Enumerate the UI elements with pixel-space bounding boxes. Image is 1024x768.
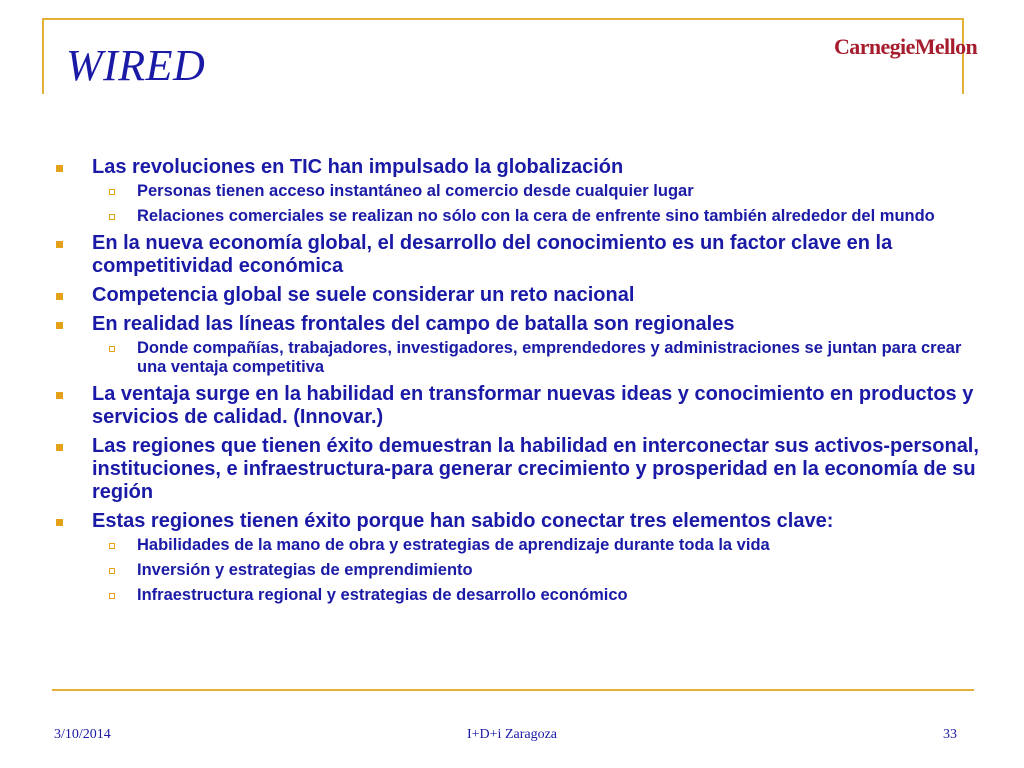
square-bullet-icon — [56, 241, 63, 248]
square-bullet-icon — [56, 444, 63, 451]
bullet-item — [52, 313, 982, 336]
hollow-square-bullet-icon — [109, 214, 115, 220]
bullet-item — [52, 284, 982, 307]
bullet-item — [52, 232, 982, 278]
sub-bullet-item — [52, 586, 982, 605]
carnegie-mellon-logo: CarnegieMellon — [834, 34, 978, 59]
hollow-square-bullet-icon — [109, 346, 115, 352]
hollow-square-bullet-icon — [109, 568, 115, 574]
footer-date: 3/10/2014 — [54, 727, 111, 742]
hollow-square-bullet-icon — [109, 189, 115, 195]
footer-center-text: I+D+i Zaragoza — [466, 727, 558, 742]
bullet-item — [52, 510, 982, 533]
sub-bullet-item — [52, 182, 982, 201]
square-bullet-icon — [56, 392, 63, 399]
footer-divider — [52, 689, 974, 691]
bullet-text: Estas regiones tienen éxito porque han sabido conectar tres elementos clave: — [92, 510, 834, 532]
left-border-line — [42, 18, 44, 94]
sub-bullet-list — [52, 536, 982, 605]
bullet-item — [52, 435, 982, 504]
page-number: 33 — [943, 727, 957, 742]
square-bullet-icon — [56, 322, 63, 329]
sub-bullet-text: Donde compañías, trabajadores, investigadores, emprendedores y administraciones se juntan para crear una ventaja competitiva — [137, 339, 962, 376]
sub-bullet-item — [52, 207, 982, 226]
bullet-text: Las revoluciones en TIC han impulsado la globalización — [92, 156, 624, 178]
bullet-text: Competencia global se suele considerar un reto nacional — [92, 284, 635, 306]
sub-bullet-text: Inversión y estrategias de emprendimiento — [137, 561, 473, 579]
sub-bullet-text: Habilidades de la mano de obra y estrategias de aprendizaje durante toda la vida — [137, 536, 770, 554]
square-bullet-icon — [56, 293, 63, 300]
top-border-line — [42, 18, 964, 20]
bullet-item — [52, 156, 982, 179]
sub-bullet-text: Relaciones comerciales se realizan no sólo con la cera de enfrente sino también alrededor del mundo — [137, 207, 935, 225]
hollow-square-bullet-icon — [109, 543, 115, 549]
bullet-item — [52, 383, 982, 429]
sub-bullet-item — [52, 339, 982, 377]
bullet-list — [52, 156, 982, 611]
sub-bullet-list — [52, 182, 982, 226]
slide-title: WIRED — [66, 41, 206, 90]
square-bullet-icon — [56, 519, 63, 526]
sub-bullet-list — [52, 339, 982, 377]
hollow-square-bullet-icon — [109, 593, 115, 599]
sub-bullet-text: Personas tienen acceso instantáneo al comercio desde cualquier lugar — [137, 182, 694, 200]
sub-bullet-item — [52, 536, 982, 555]
bullet-text: Las regiones que tienen éxito demuestran la habilidad en interconectar sus activos-personal, instituciones, e infraestructura-para generar crecimiento y prosperidad en la economía de su región — [92, 435, 979, 503]
square-bullet-icon — [56, 165, 63, 172]
bullet-text: En realidad las líneas frontales del campo de batalla son regionales — [92, 313, 735, 335]
bullet-text: La ventaja surge en la habilidad en transformar nuevas ideas y conocimiento en productos y servicios de calidad. (Innovar.) — [92, 383, 974, 428]
sub-bullet-text: Infraestructura regional y estrategias de desarrollo económico — [137, 586, 628, 604]
bullet-text: En la nueva economía global, el desarrollo del conocimiento es un factor clave en la competitividad económica — [92, 232, 893, 277]
sub-bullet-item — [52, 561, 982, 580]
